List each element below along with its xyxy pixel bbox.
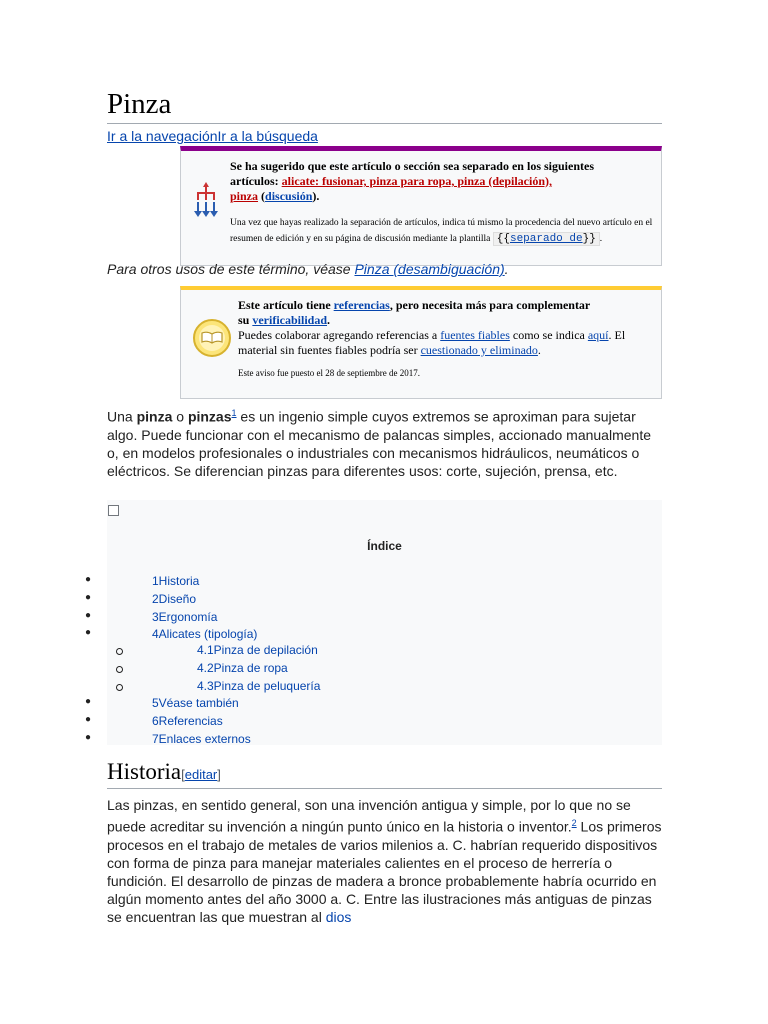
toc-item[interactable]: 1Historia: [152, 574, 200, 588]
refs-text4: .: [537, 343, 541, 357]
intro-paragraph: [107, 404, 662, 480]
book-icon: [192, 318, 232, 358]
edit-close: ]: [217, 767, 221, 782]
toc-item[interactable]: 4Alicates (tipología): [152, 627, 258, 641]
section-divider: [107, 788, 662, 789]
historia-paragraph: [107, 796, 662, 926]
template-link[interactable]: separado de: [509, 233, 583, 245]
refs-text3: . El material sin fuentes fiables podría ser: [238, 328, 626, 357]
bullet-icon: ●: [85, 627, 92, 638]
bullet-icon: ●: [85, 610, 92, 621]
jump-links[interactable]: Ir a la navegaciónIr a la búsqueda: [107, 128, 318, 144]
circle-bullet-icon: [116, 666, 123, 673]
edit-open: [: [181, 767, 185, 782]
split-arrows-icon: [190, 180, 222, 220]
toc-item[interactable]: 2Diseño: [152, 592, 197, 606]
disambiguation-note: [107, 261, 509, 277]
bullet-icon: ●: [85, 732, 92, 743]
notice-date: Este aviso fue puesto el 28 de septiembre de 2017.: [238, 368, 420, 378]
historia-text1: Las pinzas, en sentido general, son una invención antigua y simple, por lo que no se puede acreditar su invención a ningún punto único en la historia o inventor.: [107, 797, 631, 835]
toc-subitem[interactable]: 4.3Pinza de peluquería: [197, 679, 321, 693]
disambig-link[interactable]: Pinza (desambiguación): [354, 261, 505, 277]
here-link[interactable]: aquí: [587, 328, 609, 342]
reliable-sources-link[interactable]: fuentes fiables: [440, 328, 510, 342]
intro-e: es un ingenio simple cuyos extremos se aproximan para sujetar algo. Puede funcionar con el mecanismo de palancas simples, accionado manualmente o, en modelos profesionales o industriales con mecanismos hidráulicos, neumáticos o eléctricos. Se diferencian pinzas para diferentes usos: corte, sujeción, prensa, etc.: [107, 408, 651, 479]
split-notice-prefix: artículos:: [230, 174, 282, 188]
intro-term-pinzas: pinzas: [187, 408, 232, 425]
template-open: {{: [496, 233, 510, 245]
toc-subitem[interactable]: 4.1Pinza de depilación: [197, 643, 318, 657]
toc-title: Índice: [367, 539, 402, 553]
references-notice-text: [238, 298, 650, 358]
split-notice-line1: Se ha sugerido que este artículo o sección sea separado en los siguientes: [230, 159, 594, 173]
refs-bold4: .: [327, 313, 331, 327]
refs-bold1: Este artículo tiene: [238, 298, 334, 312]
bullet-icon: ●: [85, 714, 92, 725]
refs-bold3: su: [238, 313, 253, 327]
refs-bold2: , pero necesita más para complementar: [389, 298, 591, 312]
intro-c: o: [172, 408, 188, 425]
references-notice-box: [180, 286, 662, 399]
bullet-icon: ●: [85, 696, 92, 707]
ref-1[interactable]: 1: [231, 408, 237, 418]
circle-bullet-icon: [116, 684, 123, 691]
split-article-links[interactable]: alicate: fusionar, pinza para ropa, pinza (depilación),: [281, 174, 553, 188]
circle-bullet-icon: [116, 648, 123, 655]
page-title: Pinza: [107, 88, 172, 120]
template-close: }}: [582, 233, 596, 245]
toc-item[interactable]: 5Véase también: [152, 696, 239, 710]
template-code: [493, 232, 603, 246]
title-divider: [107, 123, 662, 124]
toc-item[interactable]: 3Ergonomía: [152, 610, 218, 624]
split-notice-instructions: [230, 215, 655, 247]
references-link[interactable]: referencias: [333, 298, 390, 312]
split-notice-box: [180, 146, 662, 266]
dios-link[interactable]: dios: [325, 908, 352, 925]
challenged-removed-link[interactable]: cuestionado y eliminado: [420, 343, 538, 357]
split-small-text: Una vez que hayas realizado la separación de artículos, indica tú mismo la procedencia del nuevo artículo en el resumen de edición y en su página de discusión mediante la plantilla: [230, 218, 653, 244]
discussion-link[interactable]: discusión: [265, 189, 313, 203]
toc-toggle-checkbox[interactable]: [108, 505, 119, 516]
refs-text2: como se indica: [509, 328, 588, 342]
verifiability-link[interactable]: verificabilidad: [252, 313, 328, 327]
toc-item[interactable]: 6Referencias: [152, 714, 223, 728]
disambig-text: Para otros usos de este término, véase: [107, 261, 355, 277]
section-heading-historia: [107, 759, 221, 785]
split-paren-open: (: [258, 189, 266, 203]
split-notice-text: [230, 159, 650, 204]
toc-item[interactable]: 7Enlaces externos: [152, 732, 251, 746]
intro-a: Una: [107, 408, 137, 425]
split-small-end: .: [599, 234, 603, 244]
edit-link[interactable]: editar: [184, 767, 218, 782]
bullet-icon: ●: [85, 592, 92, 603]
ref-2[interactable]: 2: [571, 818, 577, 828]
disambig-end: .: [504, 261, 509, 277]
toc-subitem[interactable]: 4.2Pinza de ropa: [197, 661, 288, 675]
bullet-icon: ●: [85, 574, 92, 585]
split-article-pinza-link[interactable]: pinza: [230, 189, 259, 203]
edit-section: [181, 767, 221, 782]
intro-term-pinza: pinza: [136, 408, 173, 425]
refs-text1: Puedes colaborar agregando referencias a: [238, 328, 441, 342]
split-paren-close: ).: [312, 189, 320, 203]
historia-text2: Los primeros procesos en el trabajo de metales de varios milenios a. C. habrían requerido dispositivos con forma de pinza para manejar materiales calientes en el proceso de herrería o fundición. El desarrollo de pinzas de madera a bronce probablemente habría ocurrido en algún momento antes del año 3000 a. C. Entre las ilustraciones más antiguas de pinzas se encuentran las que muestran al: [107, 818, 662, 925]
historia-heading-text: Historia: [107, 759, 182, 784]
